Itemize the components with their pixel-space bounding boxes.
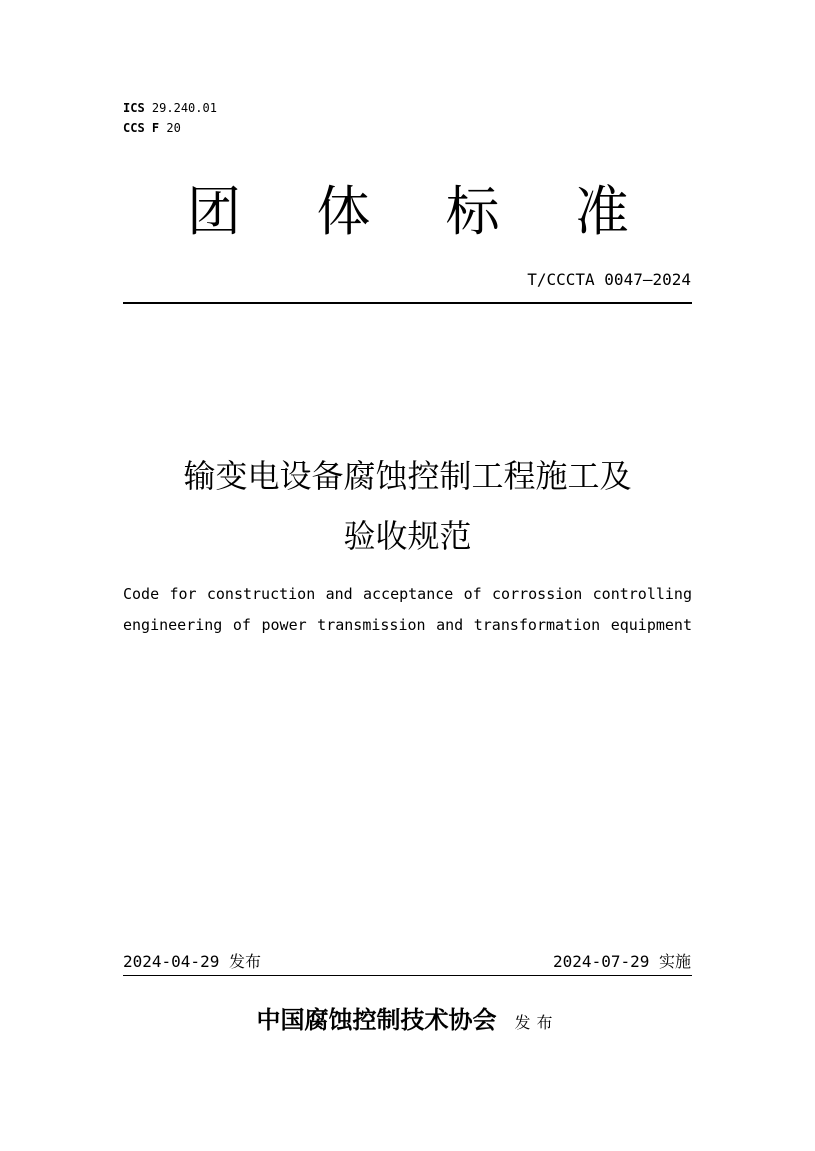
issue-date: 2024-04-29 发布 <box>123 952 261 971</box>
bottom-divider <box>123 975 692 976</box>
doc-type-char: 体 <box>316 180 371 243</box>
ics-code: 29.240.01 <box>151 101 217 115</box>
title-chinese-line-2: 验收规范 <box>343 517 472 555</box>
ics-label: ICS <box>123 101 145 115</box>
ccs-classification <box>123 121 181 135</box>
document-type-heading <box>123 180 691 244</box>
doc-type-char: 标 <box>445 180 500 243</box>
publisher-row <box>0 1004 815 1039</box>
standard-number: T/CCCTA 0047—2024 <box>527 270 691 289</box>
implementation-date: 2024-07-29 实施 <box>553 952 691 971</box>
ccs-code: 20 <box>166 121 181 135</box>
title-chinese-line-1: 输变电设备腐蚀控制工程施工及 <box>183 457 632 495</box>
ics-classification <box>123 101 217 115</box>
title-english-line-2: engineering of power transmission and transformation equipment <box>123 616 692 634</box>
publish-label: 发布 <box>514 1013 559 1032</box>
title-english-line-1: Code for construction and acceptance of corrossion controlling <box>123 585 692 603</box>
doc-type-char: 准 <box>574 180 629 243</box>
doc-type-char: 团 <box>187 180 241 243</box>
top-divider <box>123 302 692 304</box>
ccs-label: CCS F <box>123 121 160 135</box>
publisher-name: 中国腐蚀控制技术协会 <box>256 1006 497 1034</box>
